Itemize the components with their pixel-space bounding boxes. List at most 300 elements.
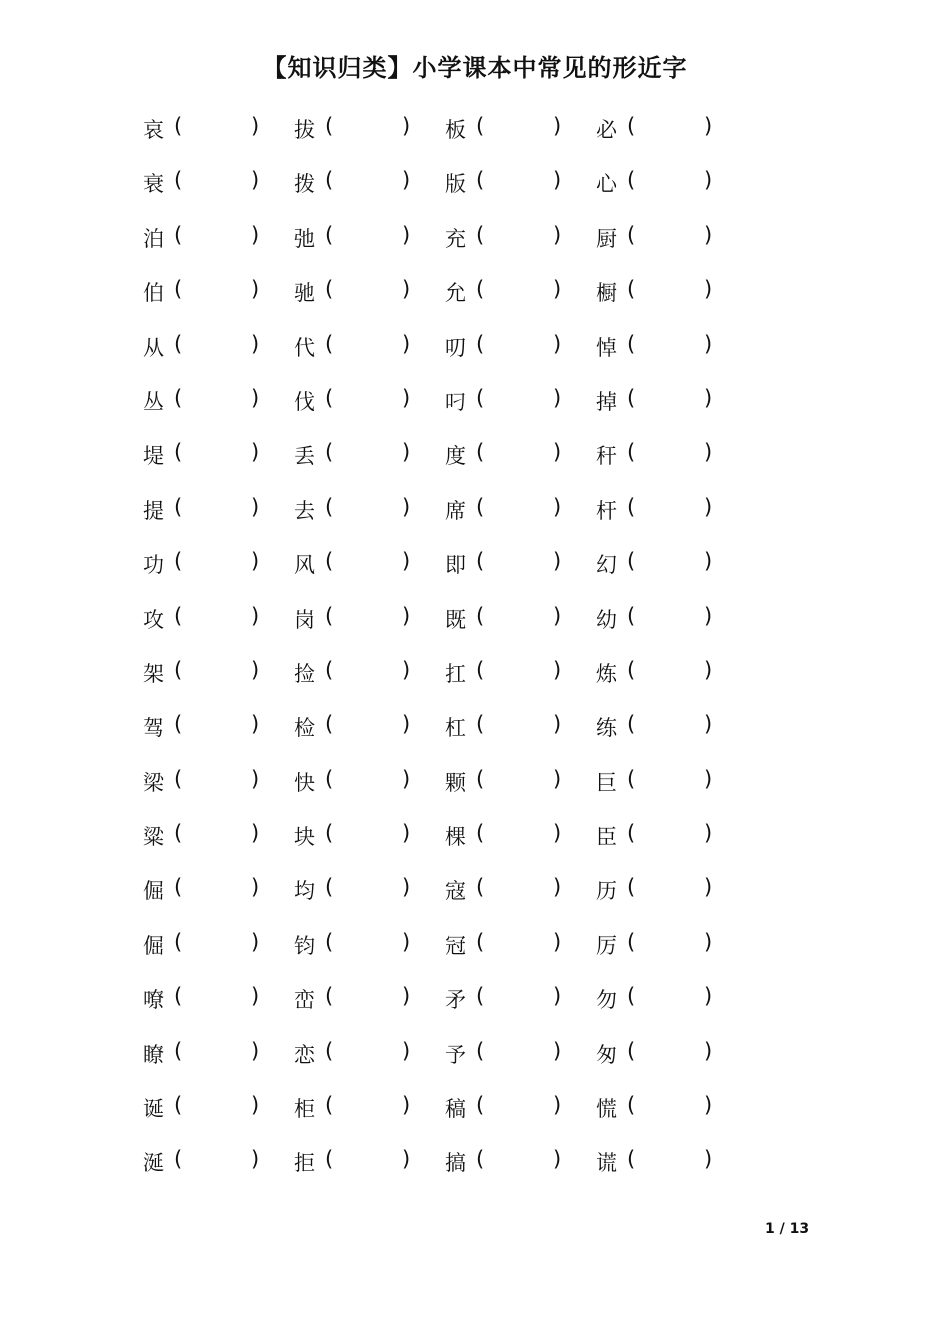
close-paren: ) [251,875,260,900]
word-entry [294,100,445,154]
character: 炼 [596,661,617,686]
open-paren: ( [627,766,636,791]
close-paren: ) [704,277,713,302]
open-paren: ( [476,440,485,465]
character: 谎 [596,1151,617,1176]
word-entry [596,1079,747,1133]
close-paren: ) [704,385,713,410]
character: 橱 [596,281,617,306]
word-entry [143,1079,294,1133]
open-paren: ( [627,549,636,574]
close-paren: ) [704,1147,713,1172]
character: 历 [596,879,617,904]
close-paren: ) [704,1093,713,1118]
open-paren: ( [325,1038,334,1063]
word-entry [294,1025,445,1079]
word-entry [445,1025,596,1079]
character: 矛 [445,988,466,1013]
character: 风 [294,553,315,578]
character: 即 [445,553,466,578]
character: 涎 [143,1151,164,1176]
open-paren: ( [325,331,334,356]
close-paren: ) [402,1093,411,1118]
character: 幼 [596,607,617,632]
close-paren: ) [251,277,260,302]
open-paren: ( [174,603,183,628]
word-entry [143,861,294,915]
open-paren: ( [325,821,334,846]
close-paren: ) [402,657,411,682]
open-paren: ( [476,222,485,247]
close-paren: ) [704,549,713,574]
character: 粱 [143,825,164,850]
close-paren: ) [402,984,411,1009]
open-paren: ( [325,222,334,247]
character: 扛 [445,661,466,686]
word-entry [294,644,445,698]
character: 去 [294,498,315,523]
page-number: 1 / 13 [765,1221,810,1237]
word-entry [294,970,445,1024]
open-paren: ( [174,657,183,682]
open-paren: ( [325,1093,334,1118]
close-paren: ) [704,712,713,737]
open-paren: ( [174,168,183,193]
close-paren: ) [553,440,562,465]
open-paren: ( [627,657,636,682]
word-entry [294,318,445,372]
open-paren: ( [627,1093,636,1118]
open-paren: ( [627,984,636,1009]
close-paren: ) [553,114,562,138]
close-paren: ) [553,331,562,356]
word-entry [294,209,445,263]
close-paren: ) [251,657,260,682]
character: 伐 [294,389,315,414]
character: 掉 [596,389,617,414]
open-paren: ( [325,114,334,138]
open-paren: ( [174,929,183,954]
character: 冠 [445,933,466,958]
open-paren: ( [476,331,485,356]
character: 丢 [294,444,315,469]
word-entry [294,154,445,208]
open-paren: ( [627,1147,636,1172]
open-paren: ( [627,821,636,846]
open-paren: ( [174,222,183,247]
open-paren: ( [627,875,636,900]
open-paren: ( [325,385,334,410]
open-paren: ( [476,875,485,900]
word-entry [294,263,445,317]
word-entry [596,590,747,644]
character: 功 [143,553,164,578]
open-paren: ( [325,929,334,954]
character: 柜 [294,1097,315,1122]
word-entry [294,1079,445,1133]
character: 梁 [143,770,164,795]
close-paren: ) [402,603,411,628]
open-paren: ( [174,821,183,846]
close-paren: ) [251,821,260,846]
character: 嘹 [143,988,164,1013]
word-entry [143,154,294,208]
open-paren: ( [174,1093,183,1118]
open-paren: ( [325,277,334,302]
character: 叨 [445,335,466,360]
character: 厉 [596,933,617,958]
word-entry [143,644,294,698]
close-paren: ) [553,549,562,574]
close-paren: ) [402,766,411,791]
close-paren: ) [251,331,260,356]
character: 臣 [596,825,617,850]
character: 堤 [143,444,164,469]
open-paren: ( [476,168,485,193]
open-paren: ( [627,440,636,465]
character: 席 [445,498,466,523]
character: 版 [445,172,466,197]
character: 既 [445,607,466,632]
character: 幻 [596,553,617,578]
close-paren: ) [402,875,411,900]
character: 攻 [143,607,164,632]
word-entry [596,318,747,372]
word-entry [143,1133,294,1187]
open-paren: ( [627,1038,636,1063]
close-paren: ) [402,114,411,138]
word-entry [143,698,294,752]
word-entry [596,154,747,208]
word-entry [596,481,747,535]
open-paren: ( [627,331,636,356]
open-paren: ( [627,114,636,138]
character: 悼 [596,335,617,360]
word-entry [596,1133,747,1187]
open-paren: ( [174,766,183,791]
close-paren: ) [553,494,562,519]
close-paren: ) [704,984,713,1009]
word-entry [143,209,294,263]
open-paren: ( [174,440,183,465]
word-entry [596,698,747,752]
character: 块 [294,825,315,850]
close-paren: ) [553,603,562,628]
character: 拨 [294,172,315,197]
word-entry [596,916,747,970]
character: 钧 [294,933,315,958]
close-paren: ) [402,440,411,465]
open-paren: ( [627,494,636,519]
character-grid [143,100,747,1188]
word-entry [445,481,596,535]
open-paren: ( [476,766,485,791]
word-entry [294,372,445,426]
word-entry [294,861,445,915]
word-entry [143,590,294,644]
open-paren: ( [476,1093,485,1118]
open-paren: ( [476,549,485,574]
character: 倔 [143,933,164,958]
character: 练 [596,716,617,741]
word-entry [143,372,294,426]
character: 厨 [596,226,617,251]
word-entry [445,916,596,970]
character: 丛 [143,389,164,414]
word-entry [143,263,294,317]
open-paren: ( [476,277,485,302]
close-paren: ) [553,1147,562,1172]
close-paren: ) [704,929,713,954]
character: 勿 [596,988,617,1013]
word-entry [596,807,747,861]
close-paren: ) [402,331,411,356]
open-paren: ( [174,385,183,410]
word-entry [143,1025,294,1079]
close-paren: ) [402,277,411,302]
close-paren: ) [553,821,562,846]
open-paren: ( [627,222,636,247]
character: 度 [445,444,466,469]
open-paren: ( [174,549,183,574]
close-paren: ) [402,1038,411,1063]
character: 必 [596,118,617,142]
close-paren: ) [553,712,562,737]
close-paren: ) [251,766,260,791]
open-paren: ( [476,821,485,846]
open-paren: ( [476,712,485,737]
close-paren: ) [553,168,562,193]
character: 峦 [294,988,315,1013]
close-paren: ) [402,385,411,410]
open-paren: ( [174,1038,183,1063]
character: 搞 [445,1151,466,1176]
character: 从 [143,335,164,360]
close-paren: ) [704,114,713,138]
close-paren: ) [553,385,562,410]
word-entry [294,753,445,807]
open-paren: ( [476,385,485,410]
close-paren: ) [402,494,411,519]
word-entry [445,154,596,208]
character: 驰 [294,281,315,306]
close-paren: ) [251,984,260,1009]
character: 巨 [596,770,617,795]
open-paren: ( [325,766,334,791]
character: 衰 [143,172,164,197]
open-paren: ( [325,1147,334,1172]
character: 岗 [294,607,315,632]
open-paren: ( [476,984,485,1009]
close-paren: ) [553,657,562,682]
character: 慌 [596,1097,617,1122]
close-paren: ) [251,385,260,410]
open-paren: ( [476,494,485,519]
close-paren: ) [704,1038,713,1063]
word-entry [143,426,294,480]
character: 杠 [445,716,466,741]
character: 均 [294,879,315,904]
word-entry [445,807,596,861]
word-entry [143,807,294,861]
word-entry [445,372,596,426]
character: 弛 [294,226,315,251]
page-title: 【知识归类】小学课本中常见的形近字 [262,54,688,82]
word-entry [445,1079,596,1133]
open-paren: ( [476,657,485,682]
open-paren: ( [174,114,183,138]
close-paren: ) [553,222,562,247]
close-paren: ) [402,222,411,247]
word-entry [143,481,294,535]
character: 检 [294,716,315,741]
word-entry [596,861,747,915]
close-paren: ) [553,929,562,954]
character: 代 [294,335,315,360]
close-paren: ) [251,494,260,519]
character: 允 [445,281,466,306]
open-paren: ( [325,549,334,574]
close-paren: ) [553,875,562,900]
word-entry [596,209,747,263]
character: 棵 [445,825,466,850]
close-paren: ) [553,766,562,791]
open-paren: ( [325,494,334,519]
close-paren: ) [251,1147,260,1172]
character: 稿 [445,1097,466,1122]
character: 恋 [294,1042,315,1067]
close-paren: ) [704,766,713,791]
open-paren: ( [627,277,636,302]
open-paren: ( [476,1038,485,1063]
word-entry [294,916,445,970]
close-paren: ) [704,875,713,900]
open-paren: ( [325,603,334,628]
close-paren: ) [704,168,713,193]
character: 倔 [143,879,164,904]
close-paren: ) [704,603,713,628]
close-paren: ) [402,168,411,193]
word-entry [445,535,596,589]
open-paren: ( [174,277,183,302]
character: 捡 [294,661,315,686]
word-entry [294,481,445,535]
word-entry [294,426,445,480]
open-paren: ( [174,875,183,900]
close-paren: ) [553,984,562,1009]
word-entry [294,590,445,644]
character: 泊 [143,226,164,251]
close-paren: ) [251,168,260,193]
open-paren: ( [325,984,334,1009]
close-paren: ) [704,494,713,519]
close-paren: ) [251,222,260,247]
word-entry [445,263,596,317]
word-entry [596,535,747,589]
character: 杆 [596,498,617,523]
close-paren: ) [704,440,713,465]
close-paren: ) [704,331,713,356]
word-entry [143,753,294,807]
word-entry [445,318,596,372]
open-paren: ( [627,929,636,954]
close-paren: ) [402,821,411,846]
word-entry [445,590,596,644]
close-paren: ) [704,821,713,846]
open-paren: ( [627,168,636,193]
open-paren: ( [325,875,334,900]
close-paren: ) [251,440,260,465]
close-paren: ) [251,929,260,954]
open-paren: ( [627,712,636,737]
open-paren: ( [325,712,334,737]
word-entry [445,970,596,1024]
close-paren: ) [251,114,260,138]
character: 匆 [596,1042,617,1067]
character: 予 [445,1042,466,1067]
word-entry [445,861,596,915]
open-paren: ( [174,494,183,519]
character: 拒 [294,1151,315,1176]
character: 瞭 [143,1042,164,1067]
close-paren: ) [553,277,562,302]
open-paren: ( [325,168,334,193]
word-entry [294,698,445,752]
open-paren: ( [476,114,485,138]
word-entry [445,209,596,263]
character: 诞 [143,1097,164,1122]
word-entry [596,372,747,426]
word-entry [445,698,596,752]
word-entry [143,100,294,154]
close-paren: ) [251,712,260,737]
close-paren: ) [251,1093,260,1118]
open-paren: ( [174,712,183,737]
close-paren: ) [704,657,713,682]
character: 驾 [143,716,164,741]
close-paren: ) [553,1038,562,1063]
close-paren: ) [402,549,411,574]
character: 拔 [294,118,315,142]
character: 心 [596,172,617,197]
character: 提 [143,498,164,523]
word-entry [596,426,747,480]
character: 哀 [143,118,164,142]
word-entry [445,1133,596,1187]
close-paren: ) [553,1093,562,1118]
open-paren: ( [174,984,183,1009]
open-paren: ( [476,1147,485,1172]
word-entry [596,970,747,1024]
character: 秆 [596,444,617,469]
word-entry [596,263,747,317]
word-entry [445,426,596,480]
close-paren: ) [402,712,411,737]
open-paren: ( [627,603,636,628]
character: 快 [294,770,315,795]
close-paren: ) [251,603,260,628]
close-paren: ) [251,1038,260,1063]
word-entry [294,807,445,861]
word-entry [445,100,596,154]
open-paren: ( [325,440,334,465]
open-paren: ( [476,929,485,954]
word-entry [143,318,294,372]
character: 充 [445,226,466,251]
word-entry [143,535,294,589]
open-paren: ( [174,1147,183,1172]
word-entry [143,970,294,1024]
